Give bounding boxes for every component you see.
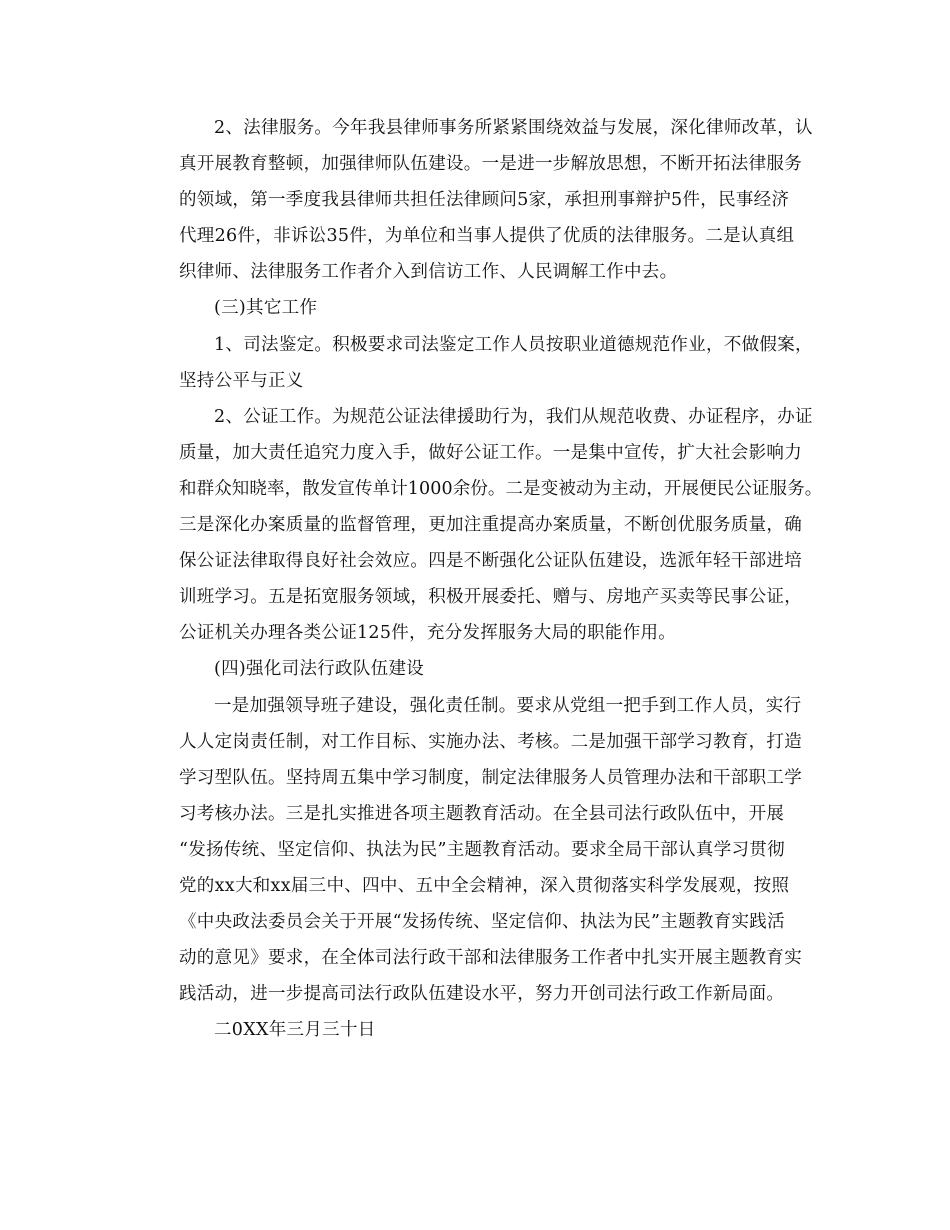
text-line: 践活动，进一步提高司法行政队伍建设水平，努力开创司法行政工作新局面。 xyxy=(179,984,785,1005)
text-line: 三是深化办案质量的监督管理，更加注重提高办案质量，不断创优服务质量，确 xyxy=(179,515,802,536)
text-line: 质量，加大责任追究力度入手，做好公证工作。一是集中宣传，扩大社会影响力 xyxy=(179,442,802,463)
text-line: 真开展教育整顿，加强律师队伍建设。一是进一步解放思想，不断开拓法律服务 xyxy=(179,154,802,175)
document-date xyxy=(144,1012,824,1048)
text-line: 人人定岗责任制，对工作目标、实施办法、考核。二是加强干部学习教育，打造 xyxy=(179,731,802,752)
text-line: 1、司法鉴定。积极要求司法鉴定工作人员按职业道德规范作业，不做假案， xyxy=(214,334,813,355)
text-line: 代理26件，非诉讼35件，为单位和当事人提供了优质的法律服务。二是认真组 xyxy=(179,226,795,247)
text-line: 学习型队伍。坚持周五集中学习制度，制定法律服务人员管理办法和干部职工学 xyxy=(179,767,802,788)
text-line: 党的xx大和xx届三中、四中、五中全会精神，深入贯彻落实科学发展观，按照 xyxy=(179,875,790,896)
text-line: 的领域，第一季度我县律师共担任法律顾问5家，承担刑事辩护5件，民事经济 xyxy=(179,190,790,211)
text-line: 织律师、法律服务工作者介入到信访工作、人民调解工作中去。 xyxy=(179,262,678,283)
text-line: 动的意见》要求，在全体司法行政干部和法律服务工作者中扎实开展主题教育实 xyxy=(179,948,802,969)
text-line: 一是加强领导班子建设，强化责任制。要求从党组一把手到工作人员，实行 xyxy=(214,695,802,716)
section-heading-team-building xyxy=(144,651,824,687)
text-line: 公证机关办理各类公证125件，充分发挥服务大局的职能作用。 xyxy=(179,623,677,644)
text-line: 2、法律服务。今年我县律师事务所紧紧围绕效益与发展，深化律师改革，认 xyxy=(214,118,813,138)
text-line: 和群众知晓率，散发宣传单计1000余份。二是变被动为主动，开展便民公证服务。 xyxy=(179,478,823,499)
paragraph-team-building xyxy=(144,688,824,1013)
text-line: 训班学习。五是拓宽服务领域，积极开展委托、赠与、房地产买卖等民事公证， xyxy=(179,587,802,608)
text-line: 《中央政法委员会关于开展“发扬传统、坚定信仰、执法为民”主题教育实践活 xyxy=(179,912,785,933)
paragraph-judicial-appraisal xyxy=(144,327,824,399)
text-line: 习考核办法。三是扎实推进各项主题教育活动。在全县司法行政队伍中，开展 xyxy=(179,803,785,824)
document-body xyxy=(144,110,824,1048)
text-line: (四)强化司法行政队伍建设 xyxy=(214,659,425,680)
section-heading-other-work xyxy=(144,290,824,326)
paragraph-notary-work xyxy=(144,399,824,652)
text-line: 2、公证工作。为规范公证法律援助行为，我们从规范收费、办证程序，办证 xyxy=(214,406,813,427)
text-line: 二0XX年三月三十日 xyxy=(214,1020,376,1041)
text-line: 坚持公平与正义 xyxy=(179,370,304,391)
text-line: “发扬传统、坚定信仰、执法为民”主题教育活动。要求全局干部认真学习贯彻 xyxy=(179,839,785,860)
paragraph-legal-service xyxy=(144,110,824,290)
text-line: 保公证法律取得良好社会效应。四是不断强化公证队伍建设，选派年轻干部进培 xyxy=(179,551,802,572)
text-line: (三)其它工作 xyxy=(214,298,318,319)
